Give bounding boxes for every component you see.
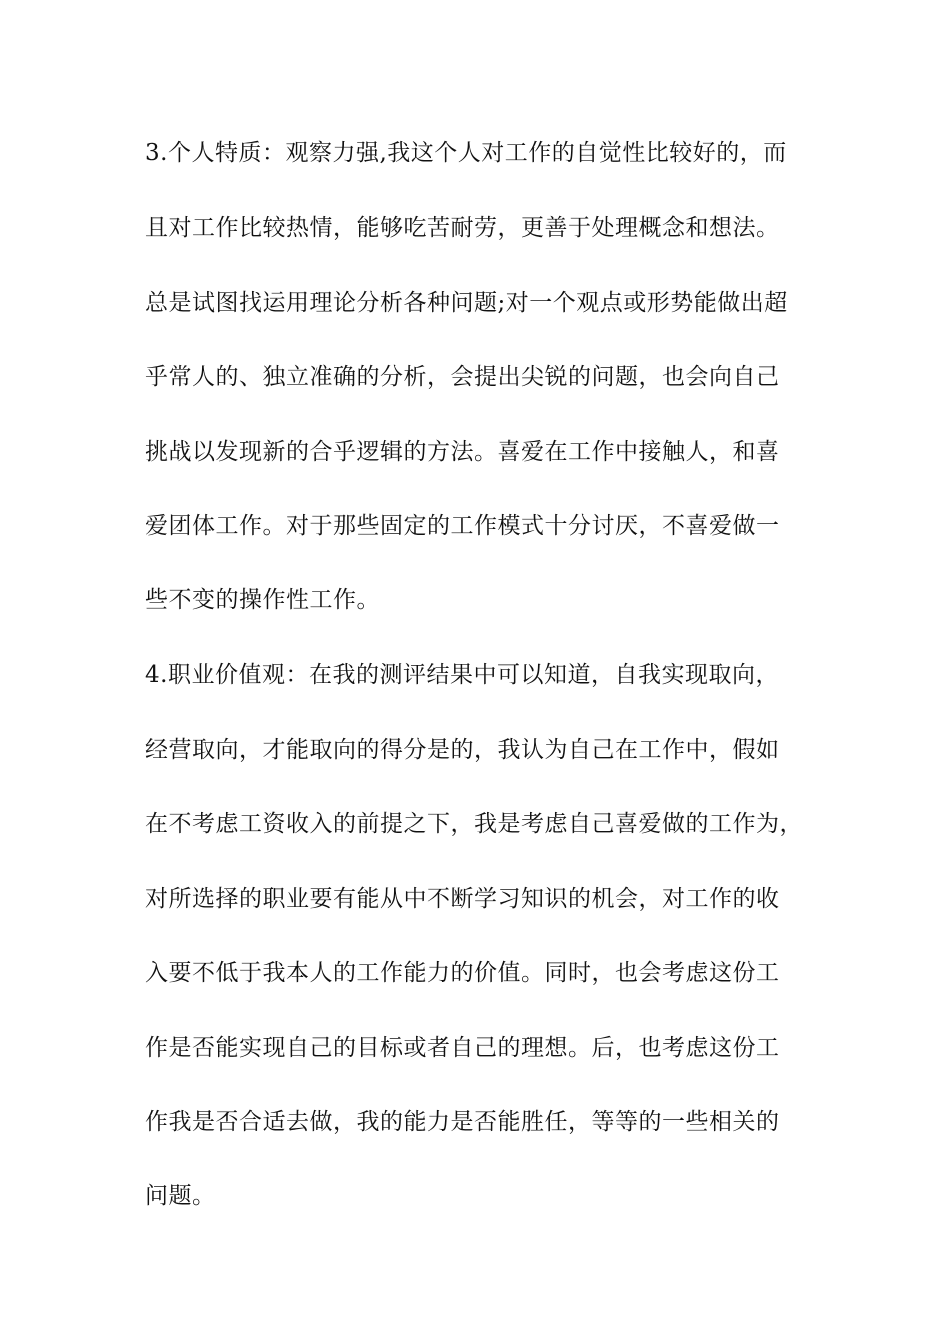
text-line: 在不考虑工资收入的前提之下，我是考虑自己喜爱做的工作为， — [145, 811, 803, 837]
text-line: 且对工作比较热情，能够吃苦耐劳，更善于处理概念和想法。 — [145, 215, 780, 241]
text-line: 爱团体工作。对于那些固定的工作模式十分讨厌，不喜爱做一 — [145, 513, 780, 539]
text-line: 挑战以发现新的合乎逻辑的方法。喜爱在工作中接触人，和喜 — [145, 439, 780, 465]
text-line: 作我是否合适去做，我的能力是否能胜任，等等的一些相关的 — [145, 1109, 780, 1135]
text-line: 入要不低于我本人的工作能力的价值。同时，也会考虑这份工 — [145, 960, 780, 986]
text-line: 4.职业价值观：在我的测评结果中可以知道，自我实现取向， — [145, 662, 779, 688]
text-line: 作是否能实现自己的目标或者自己的理想。后，也考虑这份工 — [145, 1035, 780, 1061]
text-line: 总是试图找运用理论分析各种问题;对一个观点或形势能做出超 — [145, 290, 788, 316]
text-line: 3.个人特质：观察力强,我这个人对工作的自觉性比较好的，而 — [145, 140, 787, 166]
text-line: 问题。 — [145, 1183, 216, 1209]
text-line: 些不变的操作性工作。 — [145, 587, 380, 613]
text-line: 对所选择的职业要有能从中不断学习知识的机会，对工作的收 — [145, 886, 780, 912]
text-line: 乎常人的、独立准确的分析，会提出尖锐的问题，也会向自己 — [145, 364, 780, 390]
text-line: 经营取向，才能取向的得分是的，我认为自己在工作中，假如 — [145, 737, 780, 763]
